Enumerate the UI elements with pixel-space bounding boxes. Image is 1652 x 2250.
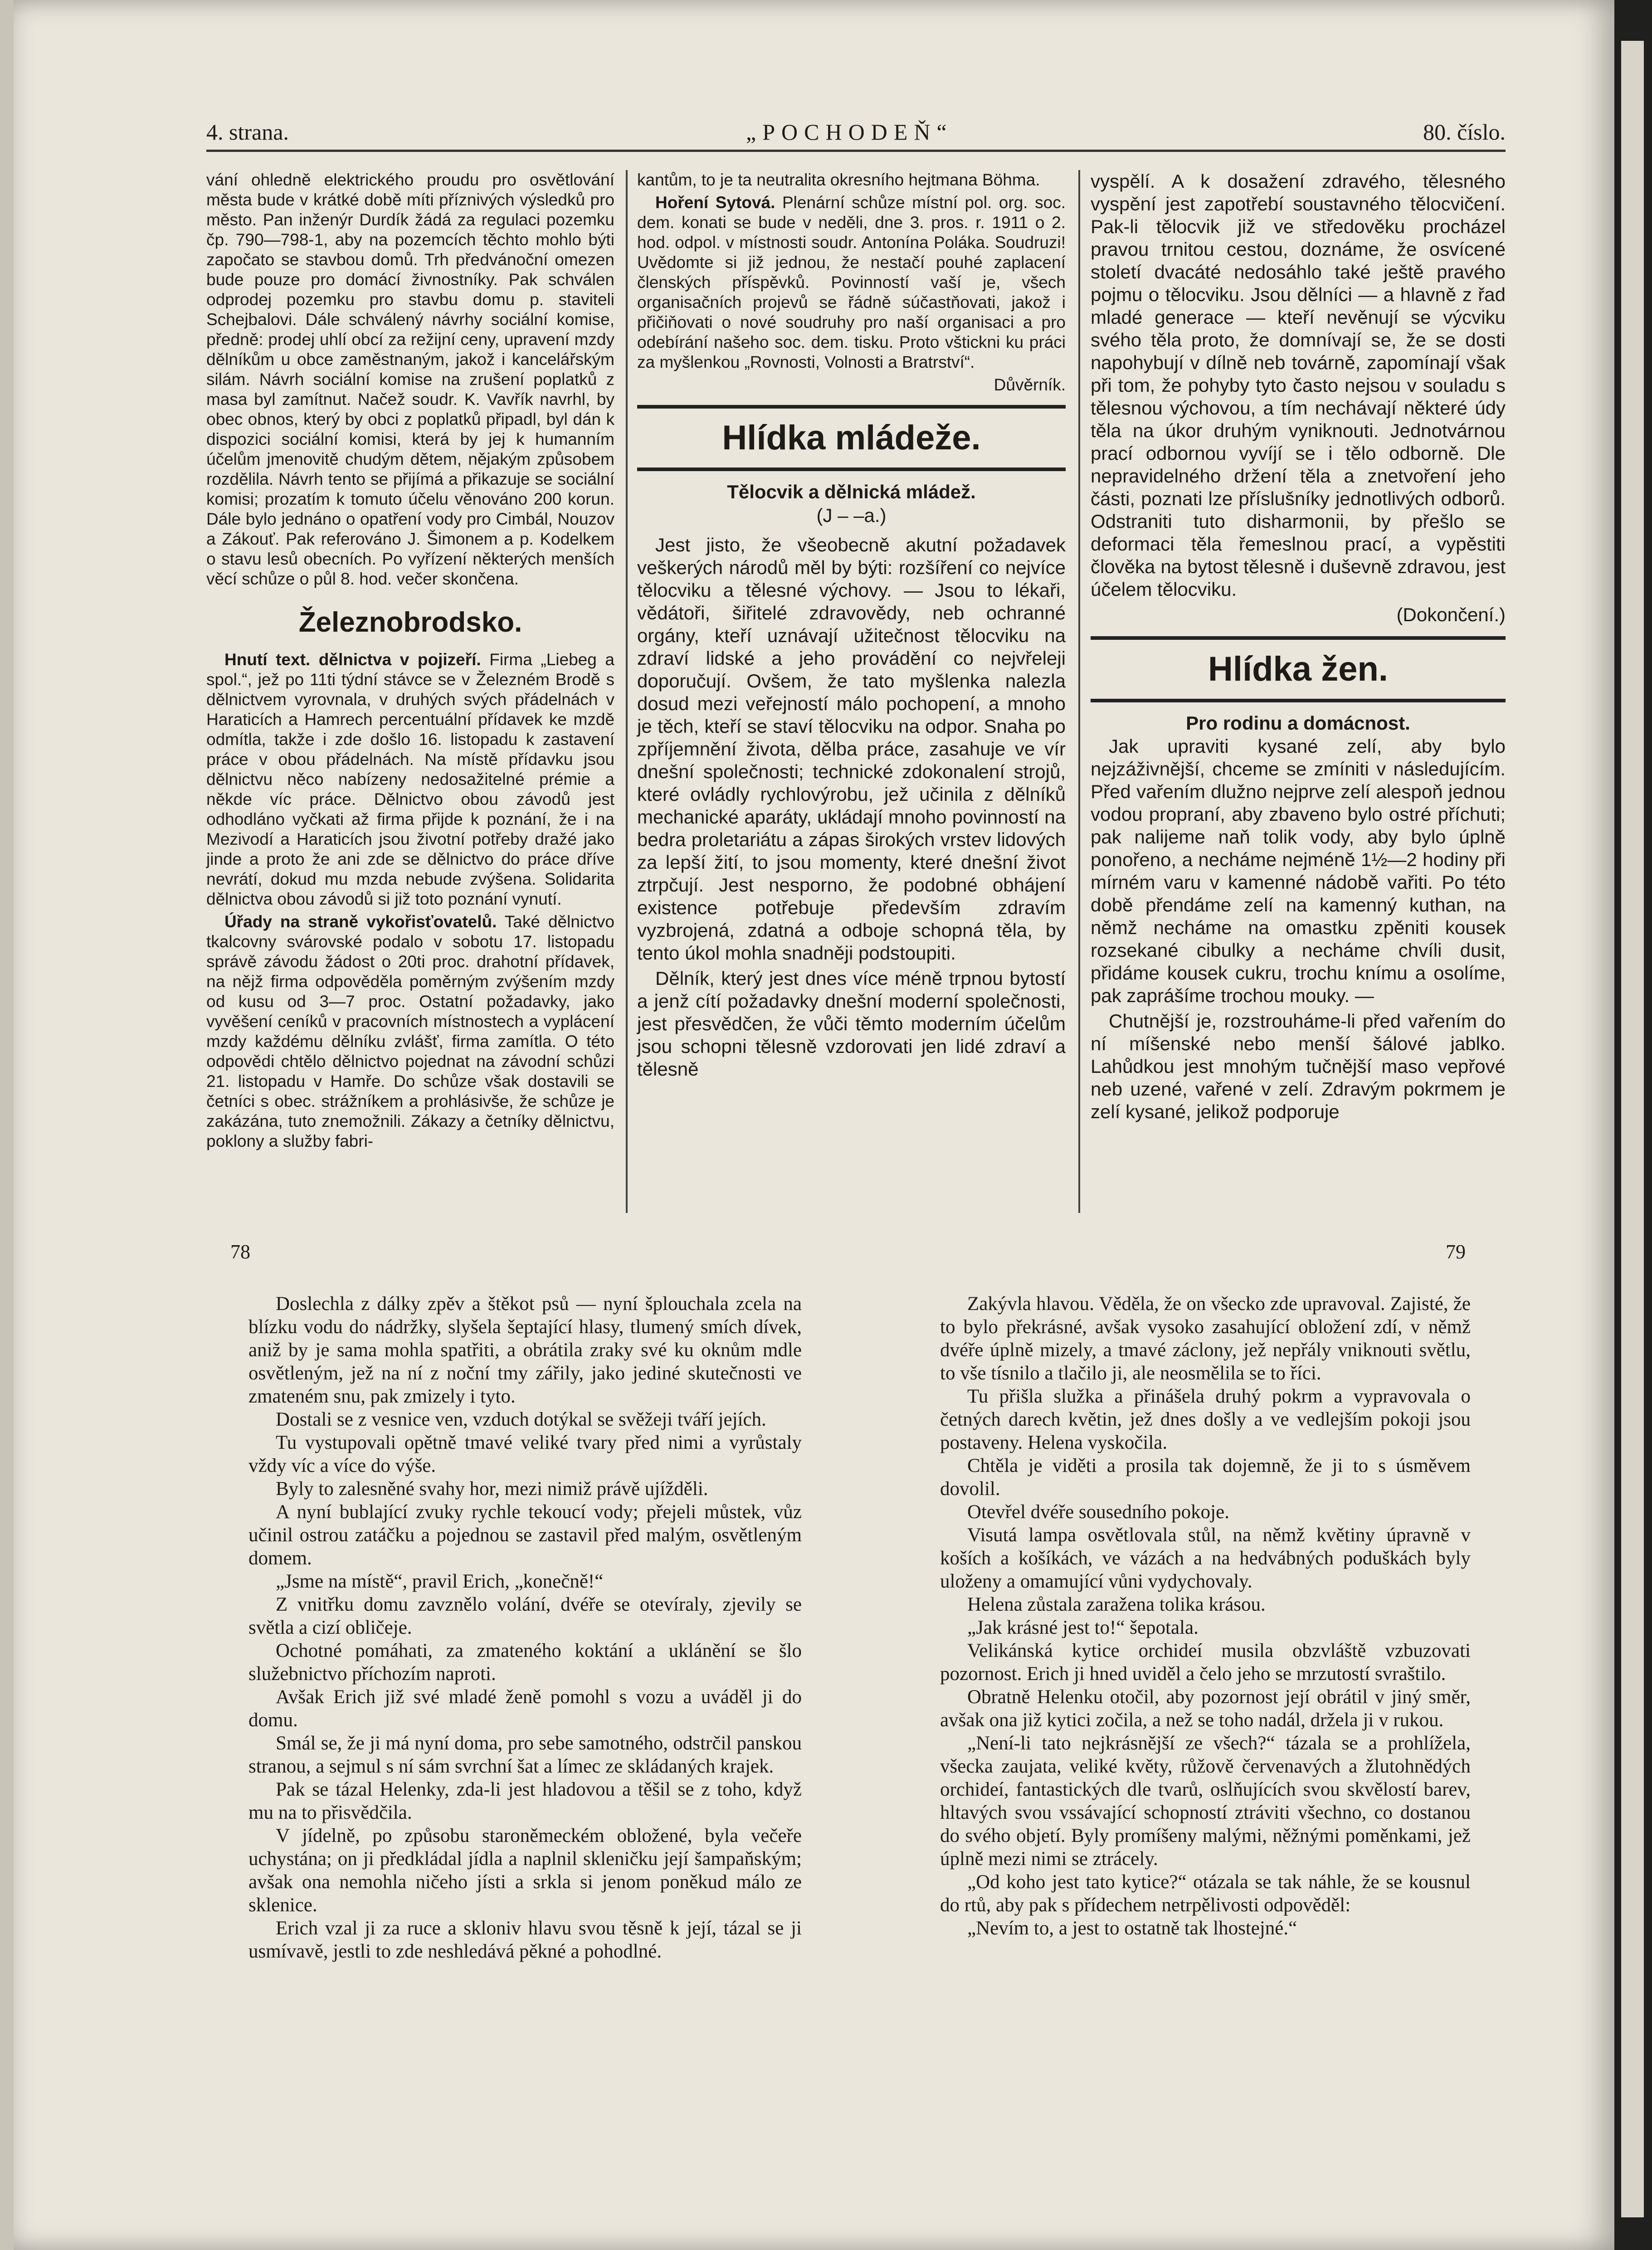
book-paragraph: Byly to zalesněné svahy hor, mezi nimiž právě ujížděli. [276,1478,708,1500]
book-paragraph: „Jak krásné jest to!“ šepotala. [967,1617,1199,1638]
section-heading-zeleznobrodsko: Železnobrodsko. [298,607,522,638]
header-rule [206,150,1506,152]
article-lead: Hoření Sytová. [655,193,775,212]
page-number-right: 79 [1446,1241,1466,1263]
article-signature: Důvěrník. [994,375,1066,394]
article-paragraph [1091,735,1506,1007]
article-paragraph: Dělník, který jest dnes více méně trpnou bytostí a jenž cítí požadavky dnešní moderní společnosti, jest přesvědčen, že vůči těmto moderním účelům jsou schopni tělesně vzdorovati jen lidé zdraví a tělesně [637,968,1066,1080]
book-paragraph: Tu vystupovali opětně tmavé veliké tvary před nimi a vyrůstaly vždy víc a více do výše. [249,1432,802,1476]
book-paragraph: Avšak Erich již své mladé ženě pomohl s vozu a uváděl ji do domu. [249,1686,802,1731]
book-paragraph: Erich vzal ji za ruce a skloniv hlavu svou těsně k její, tázal se ji usmívavě, jestli to zde neshledává pěkné a pohodlné. [249,1918,802,1962]
book-paragraph: Otevřel dvéře sousedního pokoje. [967,1501,1229,1523]
article-lead: Jak upraviti kysané zelí, [1109,735,1382,757]
article-body: aby bylo nejzáživnější, chceme se zmíniti v následujícím. Před vařením dlužno nejprve zelí alespoň jednou vodou propraní, aby zbaveno bylo ostré příchuti; pak nalijeme naň tolik vody, aby bylo úplně ponořeno, a necháme nejméně 1½—2 hodiny při mírném varu v kamenné nádobě vařiti. Po této době přendáme zelí na kamenný kuthan, na němž necháme na omastku zpěniti kousek rozsekané cibulky a necháme chvíli dusit, přidáme kousek cukru, trochu knímu a osolíme, pak zaprášíme trochou mouky. — [1091,735,1506,1006]
article-paragraph [206,650,614,909]
book-paragraph: „Jsme na místě“, pravil Erich, „konečně!“ [276,1571,604,1592]
book-page-left [249,1292,802,2154]
article-paragraph: vání ohledně elektrického proudu pro osvětlování města bude v krátké době míti příznivých výsledků pro město. Pan inženýr Durdík žádá za regulaci pozemku čp. 790—798-1, aby na pozemcích těchto mohlo býti započato se stavbou domů. Trh předvánoční omezen bude pouze pro domácí živnostníky. Pak schválen odprodej pozemku pro stavbu domu p. staviteli Schejbalovi. Dále schválený návrhy sociální komise, předně: prodej uhlí obcí za režijní ceny, upravení mzdy dělníkům u obce zaměstnaným, jakož i kancelářským silám. Návrh sociální komise na zrušení poplatků z masa byl zamítnut. Načež soudr. K. Vavřík navrhl, by obec obnos, který by obci z poplatků připadl, byl dán k dispozici sociální komisi, která by jej k humanním účelům jmenovitě chudým dětem, nějakým způsobem rozdělila. Návrh tento se přijímá a přikazuje se sociální komisi; prozatím k tomuto účelu věnováno 200 korun. Dále bylo jednáno o opatření vody pro Cimbál, Nouzov a Zákouť. Pak referováno J. Šimonem a p. Kodelkem o stavu lesů obecních. Po vyřízení některých menších věcí schůze o půl 8. hod. večer skončena. [206,170,614,588]
column-divider [1078,170,1080,1213]
book-paragraph: Chtěla je viděti a prosila tak dojemně, že ji to s úsměvem dovolil. [940,1455,1471,1500]
book-paragraph: Z vnitřku domu zavznělo volání, dvéře se otevíraly, zjevily se světla a cizí obličeje. [249,1594,802,1638]
book-paragraph: Smál se, že ji má nyní doma, pro sebe samotného, odstrčil panskou stranou, a sejmul s ní sám svrchní šat a límec ze skládaných krajek. [249,1733,802,1777]
newspaper-title: „POCHODEŇ“ [746,119,953,145]
page-label: 4. strana. [206,119,289,145]
issue-number: 80. číslo. [1423,119,1506,145]
book-paragraph: Dostali se z vesnice ven, vzduch dotýkal se svěžeji tváří jejích. [276,1409,766,1430]
book-page-right [940,1292,1471,2154]
article-signature: (Dokončení.) [1396,604,1506,625]
book-paragraph: Velikánská kytice orchideí musila obzvláště vzbuzovati pozornost. Erich ji hned uviděl a čelo jeho se mrzutostí svraštilo. [940,1640,1471,1685]
book-paragraph: „Od koho jest tato kytice?“ otázala se tak náhle, že se kousnul do rtů, aby pak s přídechem netrpělivosti odpověděl: [940,1871,1471,1916]
book-paragraph: „Není-li tato nejkrásnější ze všech?“ tázala se a prohlížela, všecka zaujata, veliké květy, růžově červenavých a žlutohnědých orchideí, fantastických dle tvarů, oslňujících svou skvělostí barev, hltavých svou vssávající schopností ztráviti všechno, co dostanou do svého objetí. Byly promíšeny malými, něžnými poměnkami, jež úplně mezi nimi se ztrácely. [940,1733,1471,1870]
article-paragraph: vyspělí. A k dosažení zdravého, tělesného vyspění jest zapotřebí soustavného tělocvičení. Pak-li tělocvik již ve středověku procházel pravou trnitou cestou, doznáme, že osvícené století dvacáté nedosáhlo také ještě pravého pojmu o tělocviku. Jsou dělníci — a hlavně z řad mladé generace — kteří nevěnují se výcviku svého těla proto, že domnívají se, že se dosti napohybují v dílně neb továrně, zapomínají však při tom, že pohyby tyto často nejsou v souladu s tělesnou výchovou, a tím nechávají některé údy těla na úkor druhým vyniknouti. Jednotvárnou prací odbornou vyvíjí se i tělo odborně. Dle nepravidelného držení těla a znetvoření jeho části, poznati lze příslušníky jednotlivých odborů. Odstraniti tuto disharmonii, by přešlo se deformaci těla řemeslnou prací, a vypěstiti člověka na bytost tělesně i duševně zdravou, jest účelem tělocviku. [1091,170,1506,600]
article-paragraph: Chutnější je, rozstrouháme-li před vařením do ní míšenské nebo menší šálové jablko. Lahůdkou jest mnohým tučnější maso vepřové neb uzené, vařené v zelí. Zdravým pokrmem je zelí kysané, jelikož podporuje [1091,1010,1506,1122]
article-title: Tělocvik a dělnická mládež. [727,481,976,502]
article-author: (J – –a.) [816,505,887,526]
newspaper-column-1 [206,170,614,1159]
newspaper-column-3 [1091,170,1506,1213]
book-paragraph: Visutá lampa osvětlovala stůl, na němž květiny úpravně v koších a košíkách, ve vázách a na hedvábných poduškách byly uloženy a omamující vůni vydychovaly. [940,1524,1471,1592]
article-lead: Hnutí text. dělnictva v pojizeří. [224,650,481,669]
page-number-left: 78 [230,1241,250,1263]
book-paragraph: Helena zůstala zaražena tolika krásou. [967,1594,1266,1615]
article-paragraph: Jest jisto, že všeobecně akutní požadavek veškerých národů měl by býti: rozšíření co nejvíce tělocviku a tělesné výchovy. — Jsou to lékaři, vědátoři, šiřitelé zdravovědy, neb ochranné orgány, kteří uznávají užitečnost tělocviku na zdraví lidské a jeho provádění co nejvřeleji doporučují. Ovšem, že tato myšlenka nalezla dosud mezi veřejností málo pochopení, a mnoho je těch, kteří se staví tělocviku na odpor. Snaha po zpříjemnění života, dělba práce, zasahuje ve vír dnešní společnosti; technické zdokonalení strojů, které ovládly rychlovýrobu, jež učinila z dělníků mechanické aparáty, ukládají mnoho povinností na bedra proletariátu a zápas širokých vrstev lidových za lepší žití, to jsou momenty, které dnešní život ztrpčují. Jest nesporno, že podobné obhájení existence potřebuje především zdravím vyzbrojená, zdatná a odboje schopná těla, by tento úkol mohla snadněji podstoupiti. [637,534,1066,964]
book-paragraph: Obratně Helenku otočil, aby pozornost její obrátil v jiný směr, avšak ona již kytici zočila, a než se toho nadál, držela ji v rukou. [940,1686,1471,1731]
newspaper-column-2 [637,170,1066,1213]
book-paragraph: Pak se tázal Helenky, zda-li jest hladovou a těšil se z toho, když mu na to přisvědčila. [249,1779,802,1823]
book-paragraph: Tu přišla služka a přinášela druhý pokrm a vypravovala o četných darech květin, jež dnes došly a ve vedlejším pokoji jsou postaveny. Helena vyskočila. [940,1386,1471,1453]
article-paragraph: kantům, to je ta neutralita okresního hejtmana Böhma. [637,170,1040,189]
book-paragraph: A nyní bublající zvuky rychle tekoucí vody; přejeli můstek, vůz učinil ostrou zatáčku a pojednou se zastavil před malým, osvětleným domem. [249,1501,802,1569]
article-body: Také dělnictvo tkalcovny svárovské podalo v sobotu 17. listopadu správě závodu žádost o 20ti proc. drahotní přídavek, na nějž firma odpověděla poměrným zvýšením mzdy od kusu od 3—7 proc. Ostatní požadavky, jako vyvěšení ceníků v pracovních místnostech a vyplácení mzdy každému dělníku zvlášť, firma zamítla. O této odpovědi chtělo dělnictvo pojednat na závodní schůzi 21. listopadu v Hamře. Do schůze však dostavili se četníci s obec. strážníkem a prohlásivše, že schůze je zakázána, tuto znemožnili. Zákazy a četníky dělnictvu, poklony a služby fabri- [206,912,615,1150]
book-paragraph: „Nevím to, a jest to ostatně tak lhostejné.“ [967,1918,1297,1939]
next-page-edge [1621,41,1644,2217]
article-body: Firma „Liebeg a spol.“, jež po 11ti týdní stávce se v Železném Brodě s dělnictvem vyrovnala, v druhých svých přádelnách v Haraticích a Hamrech percentuální přídavek ke mzdě odmítla, takže i zde došlo 16. listopadu k zastavení práce v obou přádelnách. Na místě přídavku jsou dělnictvu něco nabízeny nedosažitelné prémie a někde víc práce. Dělnictvo obou závodů jest odhodláno vyčkati až firma přijde k poznání, že i na Mezivodí a Haraticích jsou životní potřeby dražé jako jinde a proto že ani zde se dělnictvo do práce dříve nevrátí, dokud mu mzda nebude zvýšena. Solidarita dělnictva obou závodů si již toto poznání vynutí. [206,650,614,908]
column-divider [626,170,628,1213]
section-box-hlidka-zen: Hlídka žen. [1091,636,1506,702]
book-paragraph: Zakývla hlavou. Věděla, že on všecko zde upravoval. Zajisté, že to bylo překrásné, avšak vysoko zasahující obložení zdí, v němž dvéře úplně mizely, a tmavé záclony, jež nepřály vniknouti světlu, to vše tísnilo a tlačilo ji, ale neosmělila se to říci. [940,1293,1471,1384]
book-paragraph: Doslechla z dálky zpěv a štěkot psů — nyní šplouchala zcela na blízku vodu do nádržky, slyšela šeptající hlasy, tlumený smích dívek, aniž by je sama mohla spatřiti, a obrátila zraky své ku oknům mdle osvětleným, jež na ní z noční tmy zářily, jako jediné skutečnosti ve zmateném snu, pak zmizely i tyto. [249,1293,802,1407]
article-paragraph [637,193,1066,372]
section-box-hlidka-mladeze: Hlídka mládeže. [637,405,1066,471]
page-binding-edge [0,0,14,2250]
article-lead: Úřady na straně vykořisťovatelů. [224,912,497,931]
book-paragraph: Ochotné pomáhati, za zmateného koktání a uklánění se šlo služebnictvo příchozím naproti. [249,1640,802,1685]
book-paragraph: V jídelně, po způsobu staroněmeckém obložené, byla večeře uchystána; on ji předkládal jídla a naplnil skleničku její šampaňským; avšak ona nemohla ničeho jísti a srkla si jenom poněkud málo ze sklenice. [249,1825,802,1916]
article-body: Plenární schůze místní pol. org. soc. dem. konati se bude v neděli, dne 3. pros. r. 1911 o 2. hod. odpol. v místnosti soudr. Antonína Poláka. Soudruzi! Uvědomte si již jednou, že nestačí pouhé zaplacení členských příspěvků. Povinností vaší je, všech organisačních projevů se řádně súčastňovati, jakož i přičiňovati o nové soudruhy pro naší organisaci a pro odebírání našeho soc. dem. tisku. Proto vštickni ku práci za myšlenkou „Rovnosti, Volnosti a Bratrství“. [637,193,1066,371]
article-paragraph [206,912,614,1151]
article-title: Pro rodinu a domácnost. [1186,712,1410,734]
